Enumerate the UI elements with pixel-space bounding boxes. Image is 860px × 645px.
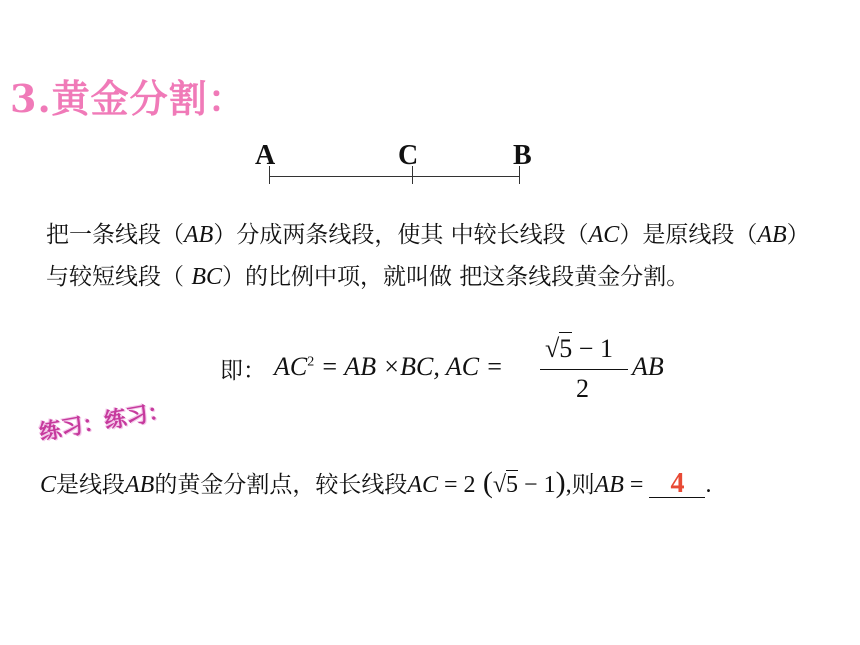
tick-c [412,166,413,184]
tick-a [269,166,270,184]
formula-lhs [274,352,503,382]
ex-c: C [40,472,57,498]
exercise-question [40,466,711,500]
ex-text-3: 则 [571,472,595,498]
para-text-3: ）是原线段（ [619,222,758,248]
ex-paren-open: ( [482,466,493,499]
ex-ac: AC [407,472,439,498]
para-bc: BC [191,264,222,290]
ex-root-value: 5 [506,472,519,498]
para-text-4: ）与较短线段（ [46,222,810,290]
para-text-2: ）分成两条线段，使其 中较长线段（ [213,222,589,248]
ex-end: . [705,472,712,498]
fraction-numerator: √5 − 1 [545,334,613,363]
answer-blank: 4 [649,471,705,498]
para-ac: AC [588,222,620,248]
para-ab-2: AB [757,222,787,248]
formula-lead: 即： [220,358,266,384]
point-a-label: A [255,140,276,171]
definition-paragraph [46,214,816,298]
fraction-denominator: 2 [576,374,589,403]
numerator-root: 5 [559,334,573,363]
fraction-bar [540,369,628,370]
ex-eq: = 2 [438,472,476,498]
ex-minus-one: − 1 [518,472,556,498]
formula-ac: AC [274,352,308,381]
segment-line [269,176,519,177]
slide-title: 3.黄金分割： [10,76,247,121]
ex-text-1: 是线段 [56,472,126,498]
para-text-1: 把一条线段（ [46,222,184,248]
point-b-label: B [513,140,532,171]
tick-b [519,166,520,184]
para-text-5: ）的比例中项，就叫做 把这条线段黄金分割。 [221,264,690,290]
ex-text-2: 的黄金分割点，较长线段 [154,472,408,498]
ex-comma: , [565,472,572,498]
ex-ab-2: AB [594,472,624,498]
formula-tail: AB [632,352,664,381]
formula-equation: = AB ×BC, AC = [314,352,504,381]
numerator-rest: − 1 [572,334,613,363]
point-c-label: C [398,140,419,171]
formula-exponent: 2 [307,354,315,370]
ex-root: √5 [492,472,519,498]
segment-diagram [255,140,545,190]
exercise-badge: 练习：练习： [37,398,172,447]
para-ab-1: AB [184,222,214,248]
ex-ab: AB [125,472,155,498]
ex-paren-close: ) [555,466,566,499]
ex-eq-2: = [623,472,650,498]
